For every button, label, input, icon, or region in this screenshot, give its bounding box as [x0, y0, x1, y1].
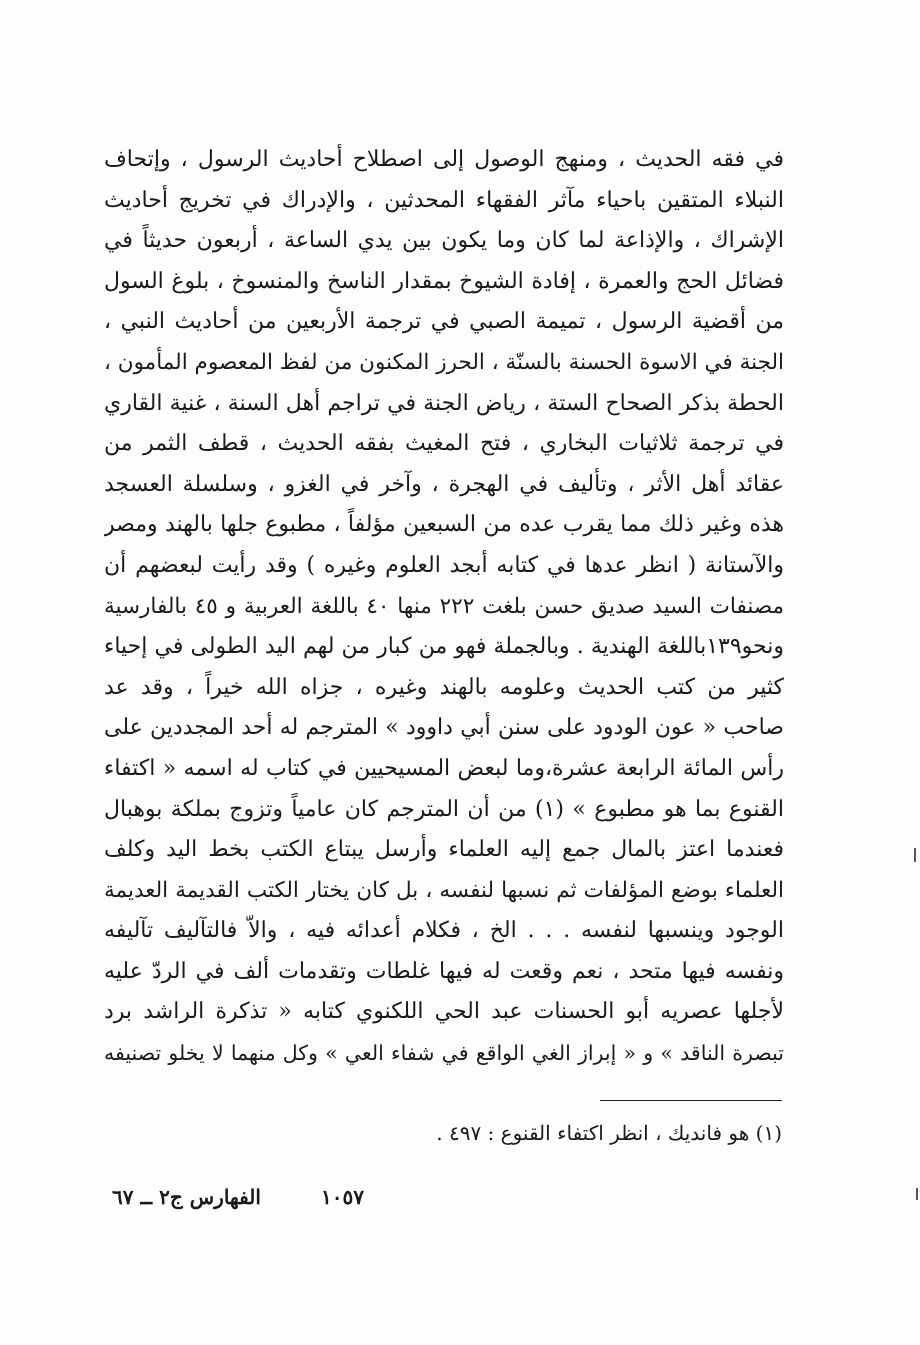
body-line: الإشراك ، والإذاعة لما كان وما يكون بين يدي الساعة ، أربعون حديثاً في	[104, 228, 784, 254]
body-line: كثير من كتب الحديث وعلومه بالهند وغيره ، جزاه الله خيراً ، وقد عد	[104, 674, 784, 700]
body-line: القنوع بما هو مطبوع » (١) من أن المترجم كان عامياً وتزوج بملكة بوهبال	[104, 796, 784, 822]
body-line: عقائد أهل الأثر ، وتأليف في الهجرة ، وآخر في الغزو ، وسلسلة العسجد	[104, 471, 784, 497]
footnote-separator	[600, 1100, 782, 1101]
body-line: ونفسه فيها متحد ، نعم وقعت له فيها غلطات وتقدمات ألف في الردّ عليه	[104, 958, 784, 984]
body-line: رأس المائة الرابعة عشرة،وما لبعض المسيحيين في كتاب له اسمه « اكتفاء	[104, 755, 784, 781]
footnote: (١) هو فانديك ، انظر اكتفاء القنوع : ٤٩٧ .	[436, 1121, 782, 1145]
body-line: الحطة بذكر الصحاح الستة ، رياض الجنة في تراجم أهل السنة ، غنية القاري	[104, 390, 784, 416]
page-number: ١٠٥٧	[321, 1185, 364, 1209]
section-label: الفهارس ج٢ ــ ٦٧	[112, 1185, 261, 1209]
body-line: فعندما اعتز بالمال جمع إليه العلماء وأرسل يبتاع الكتب بخط اليد وكلف	[104, 837, 784, 863]
body-line: النبلاء المتقين باحياء مآثر الفقهاء المحدثين ، والإدراك في تخريج أحاديث	[104, 187, 784, 213]
body-line: هذه وغير ذلك مما يقرب عده من السبعين مؤلفاً ، مطبوع جلها بالهند ومصر	[104, 512, 784, 538]
body-line: العلماء بوضع المؤلفات ثم نسبها لنفسه ، بل كان يختار الكتب القديمة العديمة	[104, 877, 784, 903]
body-line: الجنة في الاسوة الحسنة بالسنّة ، الحرز المكنون من لفظ المعصوم المأمون ،	[104, 349, 784, 375]
body-line: في فقه الحديث ، ومنهج الوصول إلى اصطلاح أحاديث الرسول ، وإتحاف	[104, 147, 784, 172]
page-footer	[104, 1180, 784, 1214]
body-line: من أقضية الرسول ، تميمة الصبي في ترجمة الأربعين من أحاديث النبي ،	[104, 309, 784, 335]
body-line: فضائل الحج والعمرة ، إفادة الشيوخ بمقدار الناسخ والمنسوخ ، بلوغ السول	[104, 268, 784, 294]
scan-edge-mark	[914, 848, 916, 862]
body-line: ونحو١٣٩باللغة الهندية . وبالجملة فهو من كبار من لهم اليد الطولى في إحياء	[104, 634, 784, 660]
body-line: الوجود وينسبها لنفسه . . . الخ ، فكلام أعدائه فيه ، والاّ فالتآليف تآليفه	[104, 918, 784, 944]
body-line: والآستانة ( انظر عدها في كتابه أبجد العلوم وغيره ) وقد رأيت لبعضهم أن	[104, 552, 784, 578]
body-text	[104, 140, 784, 1074]
body-line: صاحب « عون الودود على سنن أبي داوود » المترجم له أحد المجددين على	[104, 715, 784, 741]
body-line: مصنفات السيد صديق حسن بلغت ٢٢٢ منها ٤٠ باللغة العربية و ٤٥ بالفارسية	[104, 593, 784, 619]
scan-edge-mark	[916, 1188, 918, 1200]
body-line: لأجلها عصريه أبو الحسنات عبد الحي اللكنوي كتابه « تذكرة الراشد برد	[104, 999, 784, 1025]
body-line: في ترجمة ثلاثيات البخاري ، فتح المغيث بفقه الحديث ، قطف الثمر من	[104, 431, 784, 457]
body-line: تبصرة الناقد » و « إبراز الغي الواقع في شفاء العي » وكل منهما لا يخلو تصنيفه	[104, 1041, 784, 1066]
